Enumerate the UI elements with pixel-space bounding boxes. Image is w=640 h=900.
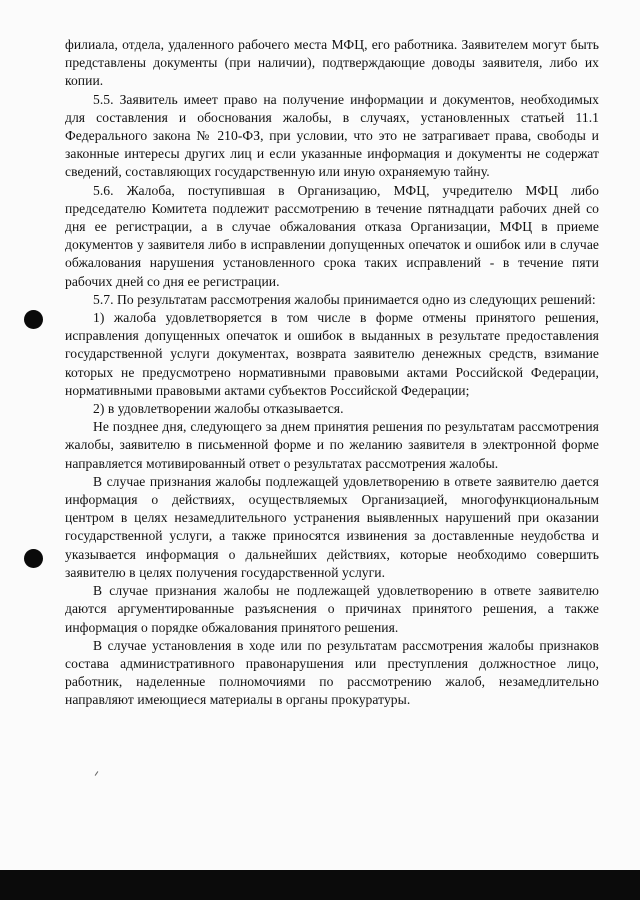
paragraph-response-deadline: Не позднее дня, следующего за днем принятия решения по результатам рассмотрения жалобы, заявителю в письменной форме и по желанию заявителя в электронной форме направляется мотивированный ответ о результатах рассмотрения жалобы. (65, 419, 599, 471)
decision-option-2: 2) в удовлетворении жалобы отказывается. (93, 401, 344, 417)
paragraph-complaint-rejected: В случае признания жалобы не подлежащей удовлетворению в ответе заявителю даются аргументированные разъяснения о причинах принятого решения, а также информация о порядке обжалования принятого решения. (65, 583, 599, 635)
paragraph-5-7: 5.7. По результатам рассмотрения жалобы принимается одно из следующих решений: (93, 291, 596, 307)
paragraph-complaint-satisfied: В случае признания жалобы подлежащей удовлетворению в ответе заявителю дается информация о действиях, осуществляемых Организацией, многофункциональным центром в целях незамедлительного устранения выявленных нарушений при оказании государственной услуги, а также приносятся извинения за доставленные неудобства и указывается информация о дальнейших действиях, которые необходимо совершить заявителю в целях получения государственной услуги. (65, 473, 599, 580)
paragraph-5-6: 5.6. Жалоба, поступившая в Организацию, МФЦ, учредителю МФЦ либо председателю Комитета подлежит рассмотрению в течение пятнадцати рабочих дней со дня ее регистрации, а в случае обжалования отказа Организации, МФЦ в приеме документов у заявителя либо в исправлении допущенных опечаток и ошибок или в случае обжалования нарушения установленного срока таких исправлений - в течение пяти рабочих дней со дня ее регистрации. (65, 182, 599, 289)
punch-hole (24, 310, 43, 329)
punch-hole (24, 549, 43, 568)
paragraph-5-5: 5.5. Заявитель имеет право на получение информации и документов, необходимых для составления и обоснования жалобы, в случаях, установленных статьей 11.1 Федерального закона № 210-ФЗ, при условии, что это не затрагивает права, свободы и законные интересы других лиц и если указанные информация и документы не содержат сведений, составляющих государственную или иную охраняемую тайну. (65, 91, 599, 180)
document-body (65, 36, 599, 710)
decision-option-1: 1) жалоба удовлетворяется в том числе в форме отмены принятого решения, исправления допущенных опечаток и ошибок в выданных в результате предоставления государственной услуги документах, возврата заявителю денежных средств, взимание которых не предусмотрено нормативными правовыми актами Российской Федерации, нормативными правовыми актами субъектов Российской Федерации; (65, 310, 599, 398)
scan-border (0, 870, 640, 900)
scan-speck (95, 771, 99, 776)
paragraph-continuation: филиала, отдела, удаленного рабочего места МФЦ, его работника. Заявителем могут быть представлены документы (при наличии), подтверждающие доводы заявителя, либо их копии. (65, 37, 599, 89)
paragraph-prosecutor-referral: В случае установления в ходе или по результатам рассмотрения жалобы признаков состава административного правонарушения или преступления должностное лицо, работник, наделенные полномочиями по рассмотрению жалоб, незамедлительно направляют имеющиеся материалы в органы прокуратуры. (65, 637, 599, 708)
